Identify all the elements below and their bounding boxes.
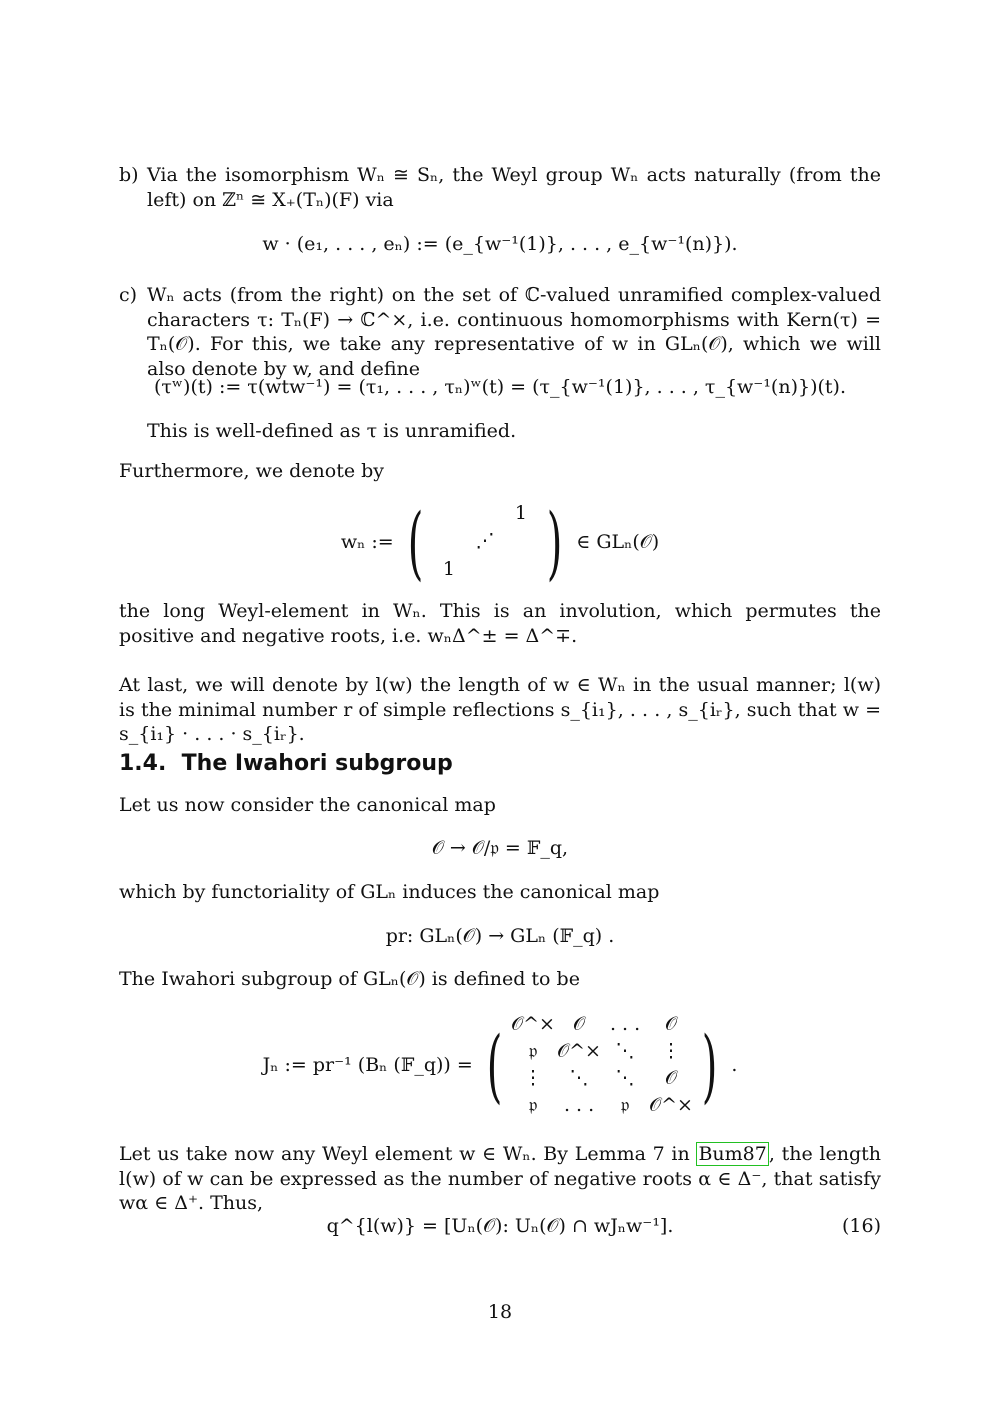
matrix-cell: 𝒪 xyxy=(573,1013,586,1035)
matrix-cell xyxy=(467,501,503,529)
paragraph-iwahori: The Iwahori subgroup of GLₙ(𝒪) is defined to be xyxy=(119,968,580,990)
section-number: 1.4. xyxy=(119,751,167,776)
right-paren: ) xyxy=(701,1019,718,1112)
paragraph-length: At last, we will denote by l(w) the length of w ∈ Wₙ in the usual manner; l(w) is the minimal number r of simple reflections s_{i₁}, . . . , s_{iᵣ}, such that w = s_{i₁} · . . . · s_{iᵣ}. xyxy=(119,674,881,745)
equation-lhs: Jₙ := pr⁻¹ (Bₙ (𝔽_q)) = xyxy=(262,1054,473,1076)
matrix-cell: ⋱ xyxy=(615,1067,635,1089)
equation-formula: q^{l(w)} = [Uₙ(𝒪): Uₙ(𝒪) ∩ wJₙw⁻¹]. xyxy=(326,1215,674,1237)
section-title: The Iwahori subgroup xyxy=(181,751,453,776)
equation-16 xyxy=(119,1214,881,1239)
paragraph-long-weyl: the long Weyl-element in Wₙ. This is an involution, which permutes the positive and negative roots, i.e. wₙΔ^± = Δ^∓. xyxy=(119,600,881,647)
matrix-cell: ⋮ xyxy=(523,1067,543,1089)
matrix-cell: . . . xyxy=(609,1013,641,1035)
paragraph-lemma xyxy=(119,1142,881,1216)
list-item-b xyxy=(119,163,881,212)
equation-weyl-action: w · (e₁, . . . , eₙ) := (e_{w⁻¹(1)}, . . . , e_{w⁻¹(n)}). xyxy=(262,233,738,255)
matrix-cell: 𝔭 xyxy=(528,1094,538,1116)
equation-projection: pr: GLₙ(𝒪) → GLₙ (𝔽_q) . xyxy=(385,925,615,947)
paragraph-well-defined: This is well-defined as τ is unramified. xyxy=(147,420,517,442)
matrix-cell: 𝒪^× xyxy=(511,1013,555,1035)
matrix-cell xyxy=(431,501,467,529)
matrix-cell: ⋰ xyxy=(475,530,495,552)
matrix-cell: ⋱ xyxy=(615,1040,635,1062)
matrix-cell: ⋱ xyxy=(569,1067,589,1089)
equation-character-action: (τʷ)(t) := τ(wtw⁻¹) = (τ₁, . . . , τₙ)ʷ(t) = (τ_{w⁻¹(1)}, . . . , τ_{w⁻¹(n)})(t). xyxy=(153,376,846,398)
list-label: b) xyxy=(119,164,139,186)
equation-rhs: ∈ GLₙ(𝒪) xyxy=(576,531,660,553)
page-number: 18 xyxy=(487,1301,513,1323)
matrix-cell xyxy=(467,557,503,585)
matrix-cell: 𝒪^× xyxy=(557,1040,601,1062)
list-item-text: Via the isomorphism Wₙ ≅ Sₙ, the Weyl group Wₙ acts naturally (from the left) on ℤⁿ ≅ X₊(Tₙ)(F) via xyxy=(147,164,881,211)
paragraph-text: Let us take now any Weyl element w ∈ Wₙ. By Lemma 7 in xyxy=(119,1143,697,1165)
matrix-cell: 𝔭 xyxy=(528,1040,538,1062)
paragraph-canonical: Let us now consider the canonical map xyxy=(119,794,496,816)
matrix-cell: 𝒪 xyxy=(665,1013,678,1035)
matrix-cell: ⋮ xyxy=(661,1040,681,1062)
matrix-cell: 𝒪 xyxy=(665,1067,678,1089)
equation-end: . xyxy=(731,1054,738,1076)
matrix-grid xyxy=(510,1012,694,1120)
matrix-cell xyxy=(503,529,539,557)
left-paren: ( xyxy=(407,496,424,589)
matrix-grid xyxy=(431,501,539,585)
matrix-cell: 𝔭 xyxy=(620,1094,630,1116)
matrix-cell: . . . xyxy=(563,1094,595,1116)
matrix-cell: 1 xyxy=(514,502,527,524)
citation-link[interactable]: Bum87 xyxy=(698,1143,767,1165)
equation-lhs: wₙ := xyxy=(340,531,394,553)
left-paren: ( xyxy=(486,1019,503,1112)
list-label: c) xyxy=(119,284,138,306)
iwahori-matrix xyxy=(479,1012,725,1120)
equation-canonical-map: 𝒪 → 𝒪/𝔭 = 𝔽_q, xyxy=(431,837,569,859)
matrix-cell xyxy=(431,529,467,557)
matrix-cell: 1 xyxy=(442,558,455,580)
matrix-cell xyxy=(503,557,539,585)
list-item-text: Wₙ acts (from the right) on the set of ℂ-valued unramified complex-valued characters τ: Tₙ(F) → ℂ^×, i.e. continuous homomorphisms with Kern(τ) = Tₙ(𝒪). For this, we take any representative of w in GLₙ(𝒪), which we will also denote by w, and define xyxy=(147,284,881,380)
antidiagonal-matrix xyxy=(400,496,570,589)
right-paren: ) xyxy=(546,496,563,589)
section-heading xyxy=(119,752,453,777)
equation-long-weyl-element xyxy=(119,497,881,587)
equation-iwahori-subgroup xyxy=(119,1005,881,1125)
list-item-c xyxy=(119,283,881,381)
paragraph-text: , the length l(w) of w can be expressed as the number of negative roots α ∈ Δ⁻, that satisfy wα ∈ Δ⁺. Thus, xyxy=(119,1143,881,1214)
paragraph-functoriality: which by functoriality of GLₙ induces the canonical map xyxy=(119,881,660,903)
matrix-cell: 𝒪^× xyxy=(649,1094,693,1116)
paragraph-furthermore: Furthermore, we denote by xyxy=(119,460,385,482)
equation-number: (16) xyxy=(841,1215,881,1237)
